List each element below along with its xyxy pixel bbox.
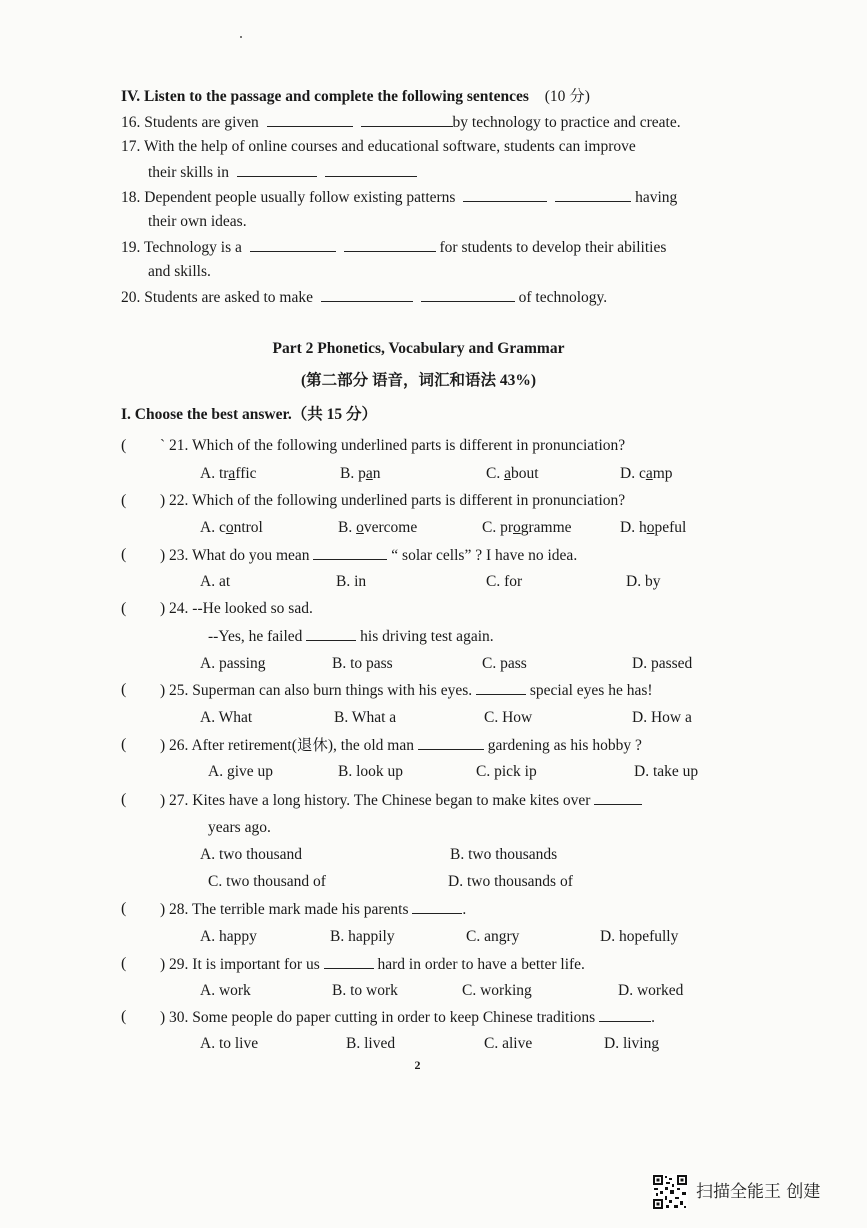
opt-underline: o xyxy=(646,519,655,536)
paren-left: ( xyxy=(121,437,127,454)
paren-right: ) xyxy=(160,682,166,699)
q26-option-b[interactable]: B. look up xyxy=(338,763,404,780)
q30-stem-a: 30. Some people do paper cutting in order to keep Chinese traditions xyxy=(169,1009,596,1026)
question-22 xyxy=(160,491,625,511)
paren-left: ( xyxy=(121,1008,127,1025)
opt-text: B. p xyxy=(340,465,366,482)
page-number: 2 xyxy=(414,1058,421,1072)
q20-blank-2[interactable] xyxy=(421,287,515,302)
q27-blank[interactable] xyxy=(594,790,642,805)
q18-blank-2[interactable] xyxy=(555,187,631,202)
scanner-label: 扫描全能王 创建 xyxy=(696,1182,821,1202)
q24-stem2-b: his driving test again. xyxy=(360,628,494,645)
section-iv-title: IV. Listen to the passage and complete the following sentences xyxy=(121,88,529,105)
q21-option-b[interactable] xyxy=(340,464,380,484)
opt-text: B. xyxy=(338,519,357,536)
q19-blank-2[interactable] xyxy=(344,237,436,252)
q22-stem: 22. Which of the following underlined parts is different in pronunciation? xyxy=(169,492,626,509)
opt-text: ffic xyxy=(235,465,257,482)
q26-option-d[interactable]: D. take up xyxy=(634,763,699,780)
q18-text-b: having xyxy=(635,189,678,206)
paren-right: ) xyxy=(160,547,166,564)
answer-paren-27[interactable] xyxy=(121,790,126,810)
opt-text: gramme xyxy=(520,519,572,536)
question-21 xyxy=(160,436,625,456)
q19-text-b: for students to develop their abilities xyxy=(439,239,667,256)
q26-option-a[interactable]: A. give up xyxy=(208,763,274,780)
paren-right: ) xyxy=(160,737,166,754)
paren-left: ( xyxy=(121,955,127,972)
opt-text: D. c xyxy=(620,465,646,482)
paren-left: ( xyxy=(121,791,127,808)
question-25 xyxy=(160,680,653,701)
q23-option-a[interactable]: A. at xyxy=(200,573,231,590)
q20-text-b: of technology. xyxy=(518,289,608,306)
opt-underline: a xyxy=(228,465,236,482)
q29-option-b[interactable]: B. to work xyxy=(332,982,398,999)
section-iv-points: (10 分) xyxy=(544,88,590,105)
q29-stem-a: 29. It is important for us xyxy=(169,956,320,973)
question-30 xyxy=(160,1007,655,1028)
question-17-cont xyxy=(148,162,417,183)
q29-option-d[interactable]: D. worked xyxy=(618,982,684,999)
paren-right: ) xyxy=(160,600,166,617)
q21-stem: 21. Which of the following underlined parts is different in pronunciation? xyxy=(169,437,626,454)
opt-underline: a xyxy=(645,465,653,482)
answer-paren-25[interactable] xyxy=(121,680,126,700)
question-19 xyxy=(121,237,666,258)
paren-left: ( xyxy=(121,681,127,698)
q21-option-d[interactable] xyxy=(620,464,673,484)
q25-option-b[interactable]: B. What a xyxy=(334,709,397,726)
section-iv-heading xyxy=(121,87,590,107)
opt-underline: o xyxy=(225,519,234,536)
question-18 xyxy=(121,187,677,208)
question-24-cont xyxy=(208,626,494,647)
paren-right: ) xyxy=(160,792,166,809)
paren-left: ( xyxy=(121,546,127,563)
q30-blank[interactable] xyxy=(599,1007,651,1022)
q25-option-a[interactable]: A. What xyxy=(200,709,253,726)
q22-option-b[interactable] xyxy=(338,518,417,538)
paren-right: ` xyxy=(160,437,166,454)
answer-paren-28[interactable] xyxy=(121,899,126,919)
opt-text: A. c xyxy=(200,519,226,536)
q23-option-c[interactable]: C. for xyxy=(486,573,523,590)
q26-blank[interactable] xyxy=(418,735,484,750)
opt-text: bout xyxy=(510,465,539,482)
opt-text: n xyxy=(372,465,381,482)
question-18-cont xyxy=(148,212,247,232)
answer-paren-22[interactable] xyxy=(121,491,126,511)
opt-text: A. tr xyxy=(200,465,229,482)
q25-option-d[interactable]: D. How a xyxy=(632,709,692,726)
part2-subtitle: (第二部分 语音，词汇和语法 43%) xyxy=(300,372,537,389)
q24-blank[interactable] xyxy=(306,626,356,641)
q27-option-a[interactable]: A. two thousand xyxy=(200,846,303,863)
scan-speck xyxy=(240,36,242,38)
q22-option-d[interactable] xyxy=(620,518,686,538)
q26-option-c[interactable]: C. pick ip xyxy=(476,763,537,780)
opt-text: mp xyxy=(652,465,673,482)
q18-blank-1[interactable] xyxy=(463,187,547,202)
q30-option-c[interactable]: C. alive xyxy=(484,1035,533,1052)
q17-text-a: 17. With the help of online courses and educational software, students can improve xyxy=(121,138,636,155)
q25-blank[interactable] xyxy=(476,680,526,695)
question-24 xyxy=(160,599,313,619)
opt-text: C. pr xyxy=(482,519,513,536)
q19-blank-1[interactable] xyxy=(250,237,336,252)
q24-option-d[interactable]: D. passed xyxy=(632,655,693,672)
q24-option-a[interactable]: A. passing xyxy=(200,655,266,672)
opt-underline: a xyxy=(504,465,511,482)
question-19-cont xyxy=(148,262,211,282)
paren-right: ) xyxy=(160,901,166,918)
q26-stem-a: 26. After retirement(退休), the old man xyxy=(169,737,414,754)
answer-paren-26[interactable] xyxy=(121,735,126,755)
q30-stem-b: . xyxy=(651,1009,655,1026)
q27-option-c[interactable]: C. two thousand of xyxy=(208,873,326,890)
paren-left: ( xyxy=(121,600,127,617)
q22-option-c[interactable] xyxy=(482,518,572,538)
q27-option-b[interactable]: B. two thousands xyxy=(450,846,558,863)
q17-blank-2[interactable] xyxy=(325,162,417,177)
question-27-cont: years ago. xyxy=(208,819,271,836)
section-i-title: I. Choose the best answer.（共 15 分） xyxy=(121,406,378,423)
paren-right: ) xyxy=(160,492,166,509)
q21-option-a[interactable] xyxy=(200,464,257,484)
opt-underline: o xyxy=(513,519,521,536)
opt-text: ntrol xyxy=(233,519,263,536)
q23-stem-b: “ solar cells” ? I have no idea. xyxy=(391,547,578,564)
q16-blank-1[interactable] xyxy=(267,112,353,127)
part2-title: Part 2 Phonetics, Vocabulary and Grammar xyxy=(272,340,565,357)
answer-paren-24[interactable] xyxy=(121,599,126,619)
q25-option-c[interactable]: C. How xyxy=(484,709,533,726)
q16-text-a: 16. Students are given xyxy=(121,114,259,131)
opt-text: peful xyxy=(654,519,687,536)
q26-stem-b: gardening as his hobby ? xyxy=(487,737,642,754)
q23-option-d[interactable]: D. by xyxy=(626,573,661,590)
paren-right: ) xyxy=(160,956,166,973)
q23-blank[interactable] xyxy=(313,545,387,560)
q30-option-a[interactable]: A. to live xyxy=(200,1035,259,1052)
question-23 xyxy=(160,545,577,566)
q24-stem2-a: --Yes, he failed xyxy=(208,628,303,645)
q28-blank[interactable] xyxy=(412,899,462,914)
q27-option-d[interactable]: D. two thousands of xyxy=(448,873,573,890)
q23-stem-a: 23. What do you mean xyxy=(169,547,310,564)
opt-text: C. xyxy=(486,465,505,482)
paren-left: ( xyxy=(121,736,127,753)
q28-option-d[interactable]: D. hopefully xyxy=(600,928,679,945)
q19-text-c: and skills. xyxy=(148,263,211,280)
q19-text-a: 19. Technology is a xyxy=(121,239,242,256)
question-16 xyxy=(121,112,681,133)
question-20 xyxy=(121,287,607,308)
q20-blank-1[interactable] xyxy=(321,287,413,302)
q17-text-b: their skills in xyxy=(148,164,229,181)
q28-option-a[interactable]: A. happy xyxy=(200,928,257,945)
q17-blank-1[interactable] xyxy=(237,162,317,177)
answer-paren-30[interactable] xyxy=(121,1007,126,1027)
question-29 xyxy=(160,954,585,975)
qr-code-icon xyxy=(652,1174,688,1210)
q29-stem-b: hard in order to have a better life. xyxy=(377,956,585,973)
question-17 xyxy=(121,137,636,157)
question-27 xyxy=(160,790,642,811)
paren-right: ) xyxy=(160,1009,166,1026)
opt-text: vercome xyxy=(363,519,418,536)
q22-option-a[interactable] xyxy=(200,518,263,538)
q30-option-d[interactable]: D. living xyxy=(604,1035,660,1052)
scanner-watermark xyxy=(652,1172,842,1212)
q18-text-c: their own ideas. xyxy=(148,213,247,230)
q16-text-b: by technology to practice and create. xyxy=(452,114,681,131)
q24-stem: 24. --He looked so sad. xyxy=(169,600,313,617)
q16-blank-2[interactable] xyxy=(361,112,453,127)
q25-stem-a: 25. Superman can also burn things with his eyes. xyxy=(169,682,473,699)
opt-underline: a xyxy=(365,465,373,482)
q27-stem-a: 27. Kites have a long history. The Chinese began to make kites over xyxy=(169,792,591,809)
opt-text: D. h xyxy=(620,519,647,536)
q21-option-c[interactable] xyxy=(486,464,539,484)
q24-option-b[interactable]: B. to pass xyxy=(332,655,393,672)
answer-paren-21[interactable] xyxy=(121,436,126,456)
q30-option-b[interactable]: B. lived xyxy=(346,1035,396,1052)
paren-left: ( xyxy=(121,492,127,509)
q24-option-c[interactable]: C. pass xyxy=(482,655,527,672)
opt-underline: o xyxy=(356,519,364,536)
q25-stem-b: special eyes he has! xyxy=(529,682,653,699)
paren-left: ( xyxy=(121,900,127,917)
question-26 xyxy=(160,735,642,756)
answer-paren-23[interactable] xyxy=(121,545,126,565)
q29-option-a[interactable]: A. work xyxy=(200,982,251,999)
q23-option-b[interactable]: B. in xyxy=(336,573,367,590)
q20-text-a: 20. Students are asked to make xyxy=(121,289,313,306)
q28-option-b[interactable]: B. happily xyxy=(330,928,395,945)
q28-stem-b: . xyxy=(462,901,467,918)
answer-paren-29[interactable] xyxy=(121,954,126,974)
question-28 xyxy=(160,899,466,920)
q29-option-c[interactable]: C. working xyxy=(462,982,532,999)
q18-text-a: 18. Dependent people usually follow existing patterns xyxy=(121,189,456,206)
q28-option-c[interactable]: C. angry xyxy=(466,928,520,945)
q29-blank[interactable] xyxy=(324,954,374,969)
q28-stem-a: 28. The terrible mark made his parents xyxy=(169,901,409,918)
